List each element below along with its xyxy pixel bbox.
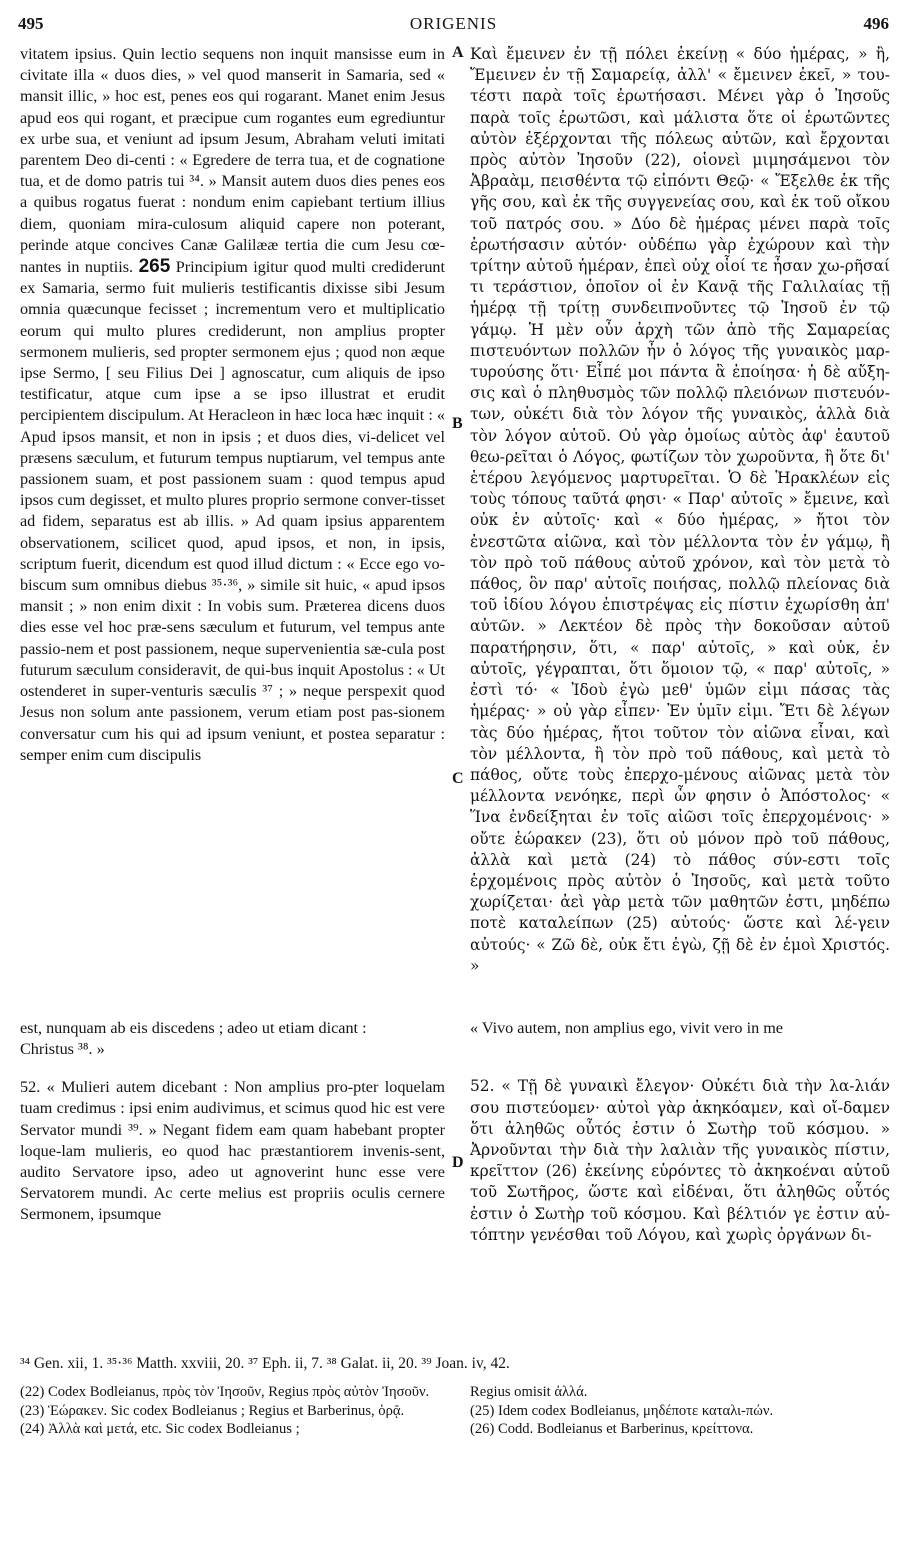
full-line-right: « Vivo autem, non amplius ego, vivit vero in me (470, 1019, 783, 1037)
footnote: (22) Codex Bodleianus, πρὸς τὸν Ἰησοῦν, Regius πρὸς αὐτὸν Ἰησοῦν. (20, 1384, 430, 1400)
full-width-line (20, 1018, 888, 1060)
greek-column (470, 44, 890, 977)
greek-paragraph-52: 52. « Τῇ δὲ γυναικὶ ἔλεγον· Οὐκέτι διὰ τὴν λα-λιάν σου πιστεύομεν· αὐτοὶ γὰρ ἀκηκόαμεν, καὶ οἴ-δαμεν ὅτι ἀληθῶς οὗτός ἐστιν ὁ Σωτὴρ τοῦ κόσμου. » Ἀρνοῦνται τὴν διὰ τὴν λαλιὰν τῆς γυναικὸς πίστιν, κρεῖττον (26) ἐκείνης εὑρόντες τὸ ἀκηκοέναι αὐτοῦ τοῦ Σωτῆρος, ὥστε καὶ εἰδέναι, ὅτι ἀληθῶς οὗτός ἐστιν ὁ Σωτὴρ τοῦ κόσμου. Καὶ βέλτιόν γε ἐστιν αὐ-τόπτην γενέσθαι τοῦ Λόγου, καὶ χωρὶς ὀργάνων δι- (470, 1077, 890, 1244)
greek-section-52 (470, 1061, 890, 1261)
margin-letter-b: B (452, 415, 463, 432)
footnote: Regius omisit ἀλλά. (470, 1384, 588, 1400)
latin-section-52 (20, 1061, 445, 1242)
margin-letter-c: C (452, 770, 464, 787)
footnotes-left (20, 1383, 445, 1439)
latin-column (20, 44, 445, 766)
running-title: ORIGENIS (409, 14, 498, 33)
full-line-left: est, nunquam ab eis discedens ; adeo ut etiam dicant : (20, 1019, 367, 1037)
footnote: (25) Idem codex Bodleianus, μηδέποτε καταλι-πών. (470, 1402, 774, 1419)
latin-paragraph (20, 44, 445, 766)
greek-paragraph: Καὶ ἔμεινεν ἐν τῇ πόλει ἐκείνῃ « δύο ἡμέρας, » ἢ, Ἔμεινεν ἐν τῇ Σαμαρείᾳ, ἀλλ' « ἔμεινεν ἐκεῖ, » του-τέστι παρὰ τοῖς ἐρωτήσασι. Μένει γὰρ ὁ Ἰησοῦς παρὰ τοῖς ἐρωτῶσι, καὶ μάλιστα ὅτε οἱ ἐρωτῶντες αὐτὸν ἐξέρχονται τῆς πόλεως αὐτῶν, καὶ ἔρχονται πρὸς αὐτὸν Ἰησοῦν (22), οἱονεὶ μιμησάμενοι τὸν Ἀβραὰμ, πεισθέντα τῷ εἰπόντι Θεῷ· « Ἔξελθε ἐκ τῆς γῆς σου, καὶ ἐκ τῆς συγγενείας σου, καὶ ἐκ τοῦ οἴκου τοῦ πατρός σου. » Δύο δὲ ἡμέρας μένει παρὰ τοῖς ἐρωτήσασιν αὐτόν· οὐδέπω γὰρ ἐχώρουν καὶ τὴν τρίτην αὐτοῦ ἡμέραν, ἐπεὶ οὐχ οἷοί τε ἦσαν χω-ρῆσαί τι τεράστιον, ὁποῖον οἱ ἐν Κανᾷ τῆς Γαλιλαίας τῇ ἡμέρᾳ τῇ τρίτῃ συνδειπνοῦντες τῷ Ἰησοῦ ἐν τῷ γάμῳ. Ἡ μὲν οὖν ἀρχὴ τῶν ἀπὸ τῆς Σαμαρείας πιστευόντων πολλῶν ἦν ὁ λόγος τῆς γυναικὸς μαρ-τυρούσης ὅτι· Εἶπέ μοι πάντα ἃ ἐποίησα· ἡ δὲ αὔξη-σις καὶ ὁ πληθυσμὸς τῶν πολλῷ πλειόνων πιστευόν-των, οὐκέτι διὰ τὸν λόγον τῆς γυναικὸς, ἀλλὰ διὰ τὸν λόγον αὐτοῦ. Οὐ γὰρ ὁμοίως αὐτὸς ἀφ' ἑαυτοῦ θεω-ρεῖται ὁ Λόγος, φωτίζων τὸν χωροῦντα, ἢ ὅτε δι' ἑτέρου λεγόμενος μαρτυρεῖται. Ὁ δὲ Ἡρακλέων εἰς τοὺς τόπους ταῦτά φησι· « Παρ' αὐτοῖς » ἔμεινε, καὶ οὐκ ἐν αὐτοῖς· καὶ « δύο ἡμέρας, » ἤτοι τὸν ἐνεστῶτα αἰῶνα, καὶ τὸν μέλλοντα τὸν ἐν γάμῳ, ἢ τὸν πρὸ τοῦ πάθους αὐτοῦ χρόνον, καὶ τὸν μετὰ τὸ πάθος, ὃν παρ' αὐτοῖς ποιήσας, πολλῷ πλείονας διὰ τοῦ ἰδίου λόγου ἐπιστρέψας εἰς πίστιν ἐχωρίσθη ἀπ' αὐτῶν. » Λεκτέον δὲ πρὸς τὴν δοκοῦσαν αὐτοῦ παρατήρησιν, ὅτι, « παρ' αὐτοῖς, » καὶ οὐκ, ἐν αὐτοῖς, γέγραπται, ὅτι ὅμοιον τῷ, « παρ' αὐτοῖς, » ἐστὶ τό· « Ἰδοὺ ἐγὼ μεθ' ὑμῶν εἰμι πάσας τὰς ἡμέρας· » οὐ γὰρ εἶπεν· Ἐν ὑμῖν εἰμι. Ἔτι δὲ λέγων τὰς δύο ἡμέρας, ἤτοι τοῦτον τὸν αἰῶνα εἶναι, καὶ τὸν μέλλοντα, ἢ τὸν πρὸ τοῦ πάθους, καὶ μετὰ τὸ πάθος, οὔτε τοὺς ἐπερχο-μένους αἰῶνας μετὰ τὸν μέλλοντα νενόηκε, περὶ ὧν φησιν ὁ Ἀπόστολος· « Ἵνα ἐνδείξηται ἐν τοῖς αἰῶσι τοῖς ἐπερχομένοις· » οὔτε ἑώρακεν (23), ὅτι οὐ μόνον πρὸ τοῦ πάθους, ἀλλὰ καὶ μετὰ (24) τὸ πάθος σύν-εστι τοῖς ἐρχομένοις πρὸς αὐτὸν ὁ Ἰησοῦς, καὶ μετὰ τοῦτο χωρίζεται· ἀεὶ γὰρ μετὰ τῶν μαθητῶν ἐστι, μηδέπω ποτὲ καταλείπων (25) αὐτούς· ὥστε καὶ λέ-γειν αὐτούς· « Ζῶ δὲ, οὐκ ἔτι ἐγὼ, ζῇ δὲ ἐν ἐμοὶ Χριστός. » (470, 45, 890, 975)
footnote: (23) Ἑώρακεν. Sic codex Bodleianus ; Regius et Barberinus, ὁρᾷ. (20, 1402, 405, 1419)
scripture-references: ³⁴ Gen. xii, 1. ³⁵·³⁶ Matth. xxviii, 20. ³⁷ Eph. ii, 7. ³⁸ Galat. ii, 20. ³⁹ Joan. iv, 42. (20, 1355, 510, 1372)
latin-text-a: vitatem ipsius. Quin lectio sequens non inquit mansisse eum in civitate illa « duos dies, » vel quod manserit in Samaria, sed « mansit illic, » hoc est, penes eos qui rogarant. Manet enim Jesus apud eos qui rogant, et præcipue cum rogantes eum egrediuntur ex urbe sua, et veniunt ad ipsum Jesum, Abraham veluti imitati parentem Deo di-centi : « Egredere de terra tua, et de cognatione tua, et de domo patris tui ³⁴. » Mansit autem duos dies penes eos a quibus rogatus fuerat : nondum enim capiebant tertium illius diem, quoniam mira-culosum aliquid capere non poterant, perinde atque concives Canæ Galilææ tertia die cum Jesu cœ-nantes in nuptiis. (20, 45, 445, 277)
left-page-number: 495 (18, 14, 44, 33)
page-header (18, 14, 889, 40)
full-line-left-2: Christus ³⁸. » (20, 1040, 105, 1058)
footnotes-right (470, 1383, 890, 1439)
latin-paragraph-52: 52. « Mulieri autem dicebant : Non amplius pro-pter loquelam tuam credimus : ipsi enim audivimus, et scimus quod hic est vere Servator mundi ³⁹. » Negant fidem eam quam habebant propter loque-lam mulieris, eo quod hac præstantiorem invenis-sent, audito Servatore ipso, adeo ut agnoverint hunc esse vere Servatorem mundi. Ac certe melius est propriis oculis cernere Sermonem, ipsumque (20, 1078, 445, 1224)
margin-letter-d: D (452, 1154, 464, 1171)
footnote: (26) Codd. Bodleianus et Barberinus, κρείττονα. (470, 1421, 754, 1438)
right-page-number: 496 (863, 14, 889, 33)
latin-text-b: Principium igitur quod multi crediderunt ex Samaria, sermo fuit mulieris testificantis dixisse sibi Jesum omnia quæcunque fecisset ; incrementum vero et multiplicatio eorum qui multo plures crediderunt, non amplius propter sermonem mulieris, sed propter sermonem ejus ; quod non æque ipse Sermo, [ seu Filius Dei ] agnoscatur, cum aliquis de ipso testificatur, atque cum ipse a se ipso illustrat et erudit percipientem discipulum. At Heracleon in hæc loca hæc inquit : « Apud ipsos mansit, et non in ipsis ; et duos dies, vi-delicet vel præsens sæculum, et futurum tempus nuptiarum, vel tempus ante passionem suam, et post passionem suam : quod tempus apud ipsos cum degisset, et multo plures proprio sermone conver-tisset ad fidem, separatus est ab illis. » Ad quam ipsius apparentem observationem, scilicet quod, apud ipsos, et non, in ipsis, scriptum fuerit, dicendum est quod illud dictum : « Ecce ego vo-biscum sum omnibus diebus ³⁵·³⁶, » simile sit huic, « apud ipsos mansit ; » non enim dixit : In vobis sum. Præterea dicens duos dies esse vel hoc præ-sens sæculum et futurum, vel tempus ante passio-nem et post passionem, neque supervenientia sæ-cula post futurum sæculum consideravit, de qui-bus inquit Apostolus : « Ut ostenderet in super-venturis sæculis ³⁷ ; » neque perspexit quod Jesus non solum ante passionem, verum etiam post pas-sionem conversatur cum his qui ad ipsum veniunt, et postea separatur : semper enim cum discipulis (20, 258, 446, 764)
footnote: (24) Ἀλλὰ καὶ μετά, etc. Sic codex Bodleianus ; (20, 1421, 300, 1438)
margin-letter-a: A (452, 44, 464, 61)
section-number: 265 (138, 256, 171, 278)
